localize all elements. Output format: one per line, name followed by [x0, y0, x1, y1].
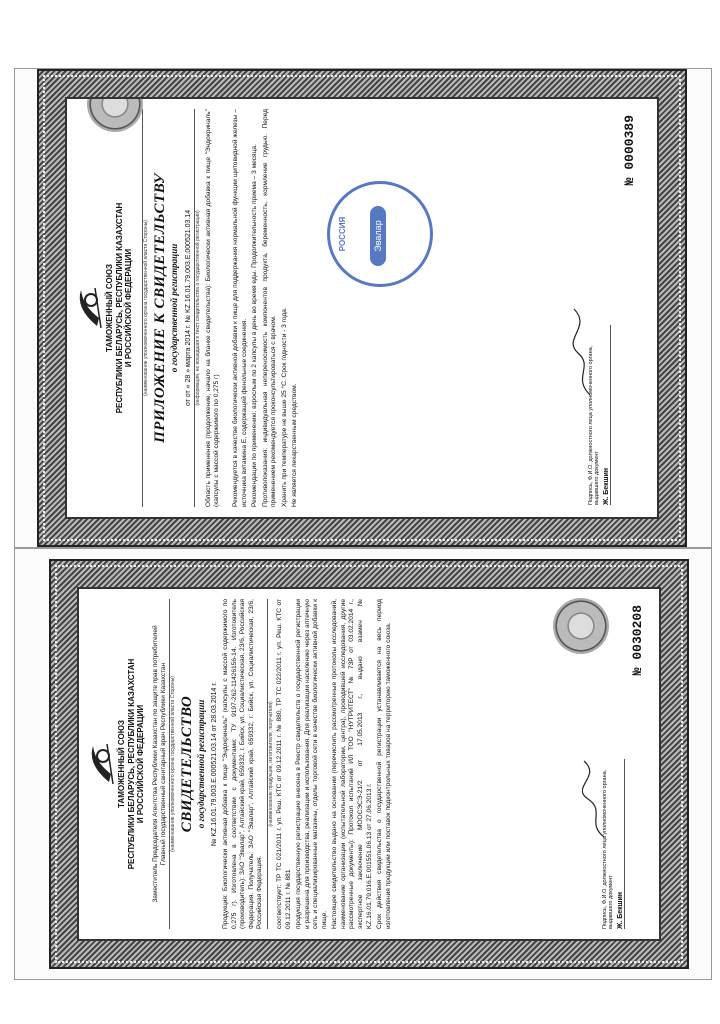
state-seal-icon: [553, 598, 609, 654]
certificate-sheet: [14, 548, 712, 980]
recommendation-text: Рекомендуется в качестве биологически активной добавки к пище для поддержания нормальной функции щитовидной железы – источника витамина Е, содержащей фенольные соединения.: [232, 109, 248, 507]
certificate-document: [49, 559, 689, 969]
storage-text: Хранить при температуре не выше 25 °С. Срок годности - 3 года.: [280, 307, 288, 507]
union-line3: И РОССИЙСКОЙ ФЕДЕРАЦИИ: [124, 248, 134, 368]
customs-union-logo-icon: [85, 742, 115, 786]
validity-text: Срок действия свидетельства о государственной регистрации устанавливается на весь период изготовления продукции или поставок подконтрольных товаров на территорию таможенного союза.: [376, 599, 392, 929]
contraindications-text: Противопоказания: индивидуальная непереносимость компонентов продукта, беременность, кормление грудью. Перед применением рекомендуется проконсультироваться с врачом.: [261, 109, 278, 507]
signer-name: Ж. Бекшин: [603, 325, 611, 505]
product-text: Продукция: Биологически активная добавка к пище "Эндокриналь" (капсулы с массой содержимого по 0,275 г). Изготовлена в соответствии с документами: ТУ 9197-262-11426156-14. Изготовитель (производитель): ЗАО "Эвалар", Алтайский край, 659332, г. Бийск, ул. Социалистическая, 23/6, Российская Федерация. Получатель: ЗАО "Эвалар", Алтайский край, 659332, г. Бийск, ул. Социалистическая, 23/6, Российская Федерация.: [222, 599, 264, 929]
certificate-body: [222, 589, 393, 939]
sign-caption: Подпись, Ф.И.О. должностного лица уполномоченного органа, выдавшего документ: [588, 345, 600, 505]
signature: [570, 307, 601, 397]
appendix-body: [205, 99, 300, 517]
date-caption: (информация, не вошедшая в текст свидетельства о государственной регистрации): [194, 109, 201, 507]
signature: [582, 759, 613, 839]
org-caption: (наименование уполномоченного органа государственной власти Стороны): [169, 599, 176, 929]
appendix-subtitle: о государственной регистрации: [168, 243, 179, 373]
union-line1: ТАМОЖЕННЫЙ СОЮЗ: [117, 720, 126, 808]
org-caption: (наименование уполномоченного органа государственной власти Стороны): [142, 109, 149, 507]
not-medicine-text: Не является лекарственным средством.: [291, 383, 299, 507]
customs-union-logo-icon: [73, 286, 103, 330]
stamp-country: РОССИЯ: [338, 216, 347, 252]
union-line2: РЕСПУБЛИКИ БЕЛАРУСЬ, РЕСПУБЛИКИ КАЗАХСТАН: [126, 658, 136, 870]
blue-stamp: [327, 181, 433, 287]
appendix-paper: [65, 97, 659, 519]
union-line2: РЕСПУБЛИКИ БЕЛАРУСЬ, РЕСПУБЛИКИ КАЗАХСТАН: [114, 202, 124, 414]
conformity-text: соответствует: ТР ТС 021/2011 г. уп. Реш. КТС от 09.12.2011 г. № 880, ТР ТС 022/2011 г. уп. Реш. КТС от 09.12.2011 г. № 881: [275, 599, 292, 929]
authority-2: Главный государственный санитарный врач Республики Казахстан: [159, 662, 167, 866]
appendix-document: [37, 69, 687, 547]
usage-text: Рекомендации по применению: взрослым по 2 капсулы в день во время еды. Продолжительность приема – 3 месяца.: [251, 144, 259, 507]
certificate-paper: [77, 587, 661, 941]
signer-name: Ж. Бекшин: [617, 759, 625, 929]
scope-text: Область применения (продолжение, начало на бланке свидетельства): Биологически активная добавка к пище "Эндокриналь" (капсулы с массой содержимого по 0,275 г): [204, 109, 221, 507]
state-seal-icon: [87, 97, 143, 132]
product-caption: (наименование продукции, изготовителя, получателя): [267, 599, 274, 929]
union-line1: ТАМОЖЕННЫЙ СОЮЗ: [105, 264, 114, 352]
sign-caption: Подпись, Ф.И.О. должностного лица уполномоченного органа, выдавшего документ: [602, 769, 614, 929]
union-header: [117, 589, 146, 939]
stamp-brand-logo: Эвалар: [370, 206, 386, 266]
appendix-serial: № 0000389: [622, 115, 637, 186]
appendix-sheet: [14, 68, 712, 548]
union-line3: И РОССИЙСКОЙ ФЕДЕРАЦИИ: [136, 704, 146, 824]
basis-text: Настоящее свидетельство выдано на основании (перечислить рассмотренные протоколы исследований, наименование организации (испытательной лаборатории, центра), проводившей исследования, другие рассмотренные документы): Протокол испытаний ИЛ ТОО "НУТРИТЕСТ" № 73Р от 03.02.2014 г., экспертное заключение МООСЭСЭ-21/2 от 17.05.2013 г., выдано взамен № KZ.16.01.79.016.E.001551.06.13 от 27.06.2013 г.: [331, 599, 373, 929]
appendix-date-line: от от « 28 » марта 2014 г. № KZ.16.01.79.003.E.000521.03.14: [184, 209, 192, 407]
union-header: [105, 99, 134, 517]
certificate-serial: № 0030208: [630, 605, 645, 676]
registration-text: продукция государственную регистрацию внесена в Реестр свидетельств о государственной регистрации и разрешена для производства, реализации и использования. Для реализации населению через аптечную сеть и специализированные магазины, отделы торговой сети в качестве биологически активной добавки к пище.: [295, 599, 328, 929]
certificate-subtitle: о государственной регистрации: [196, 699, 207, 829]
certificate-title: СВИДЕТЕЛЬСТВО: [179, 695, 196, 833]
appendix-title: ПРИЛОЖЕНИЕ К СВИДЕТЕЛЬСТВУ: [151, 173, 168, 443]
authority-1: Заместитель Председателя Агентства Республики Казахстан по защите прав потребителей: [151, 625, 159, 903]
registration-number: № KZ.16.01.79.003.E.000521.03.14 от 28.03.2014 г.: [211, 681, 219, 847]
